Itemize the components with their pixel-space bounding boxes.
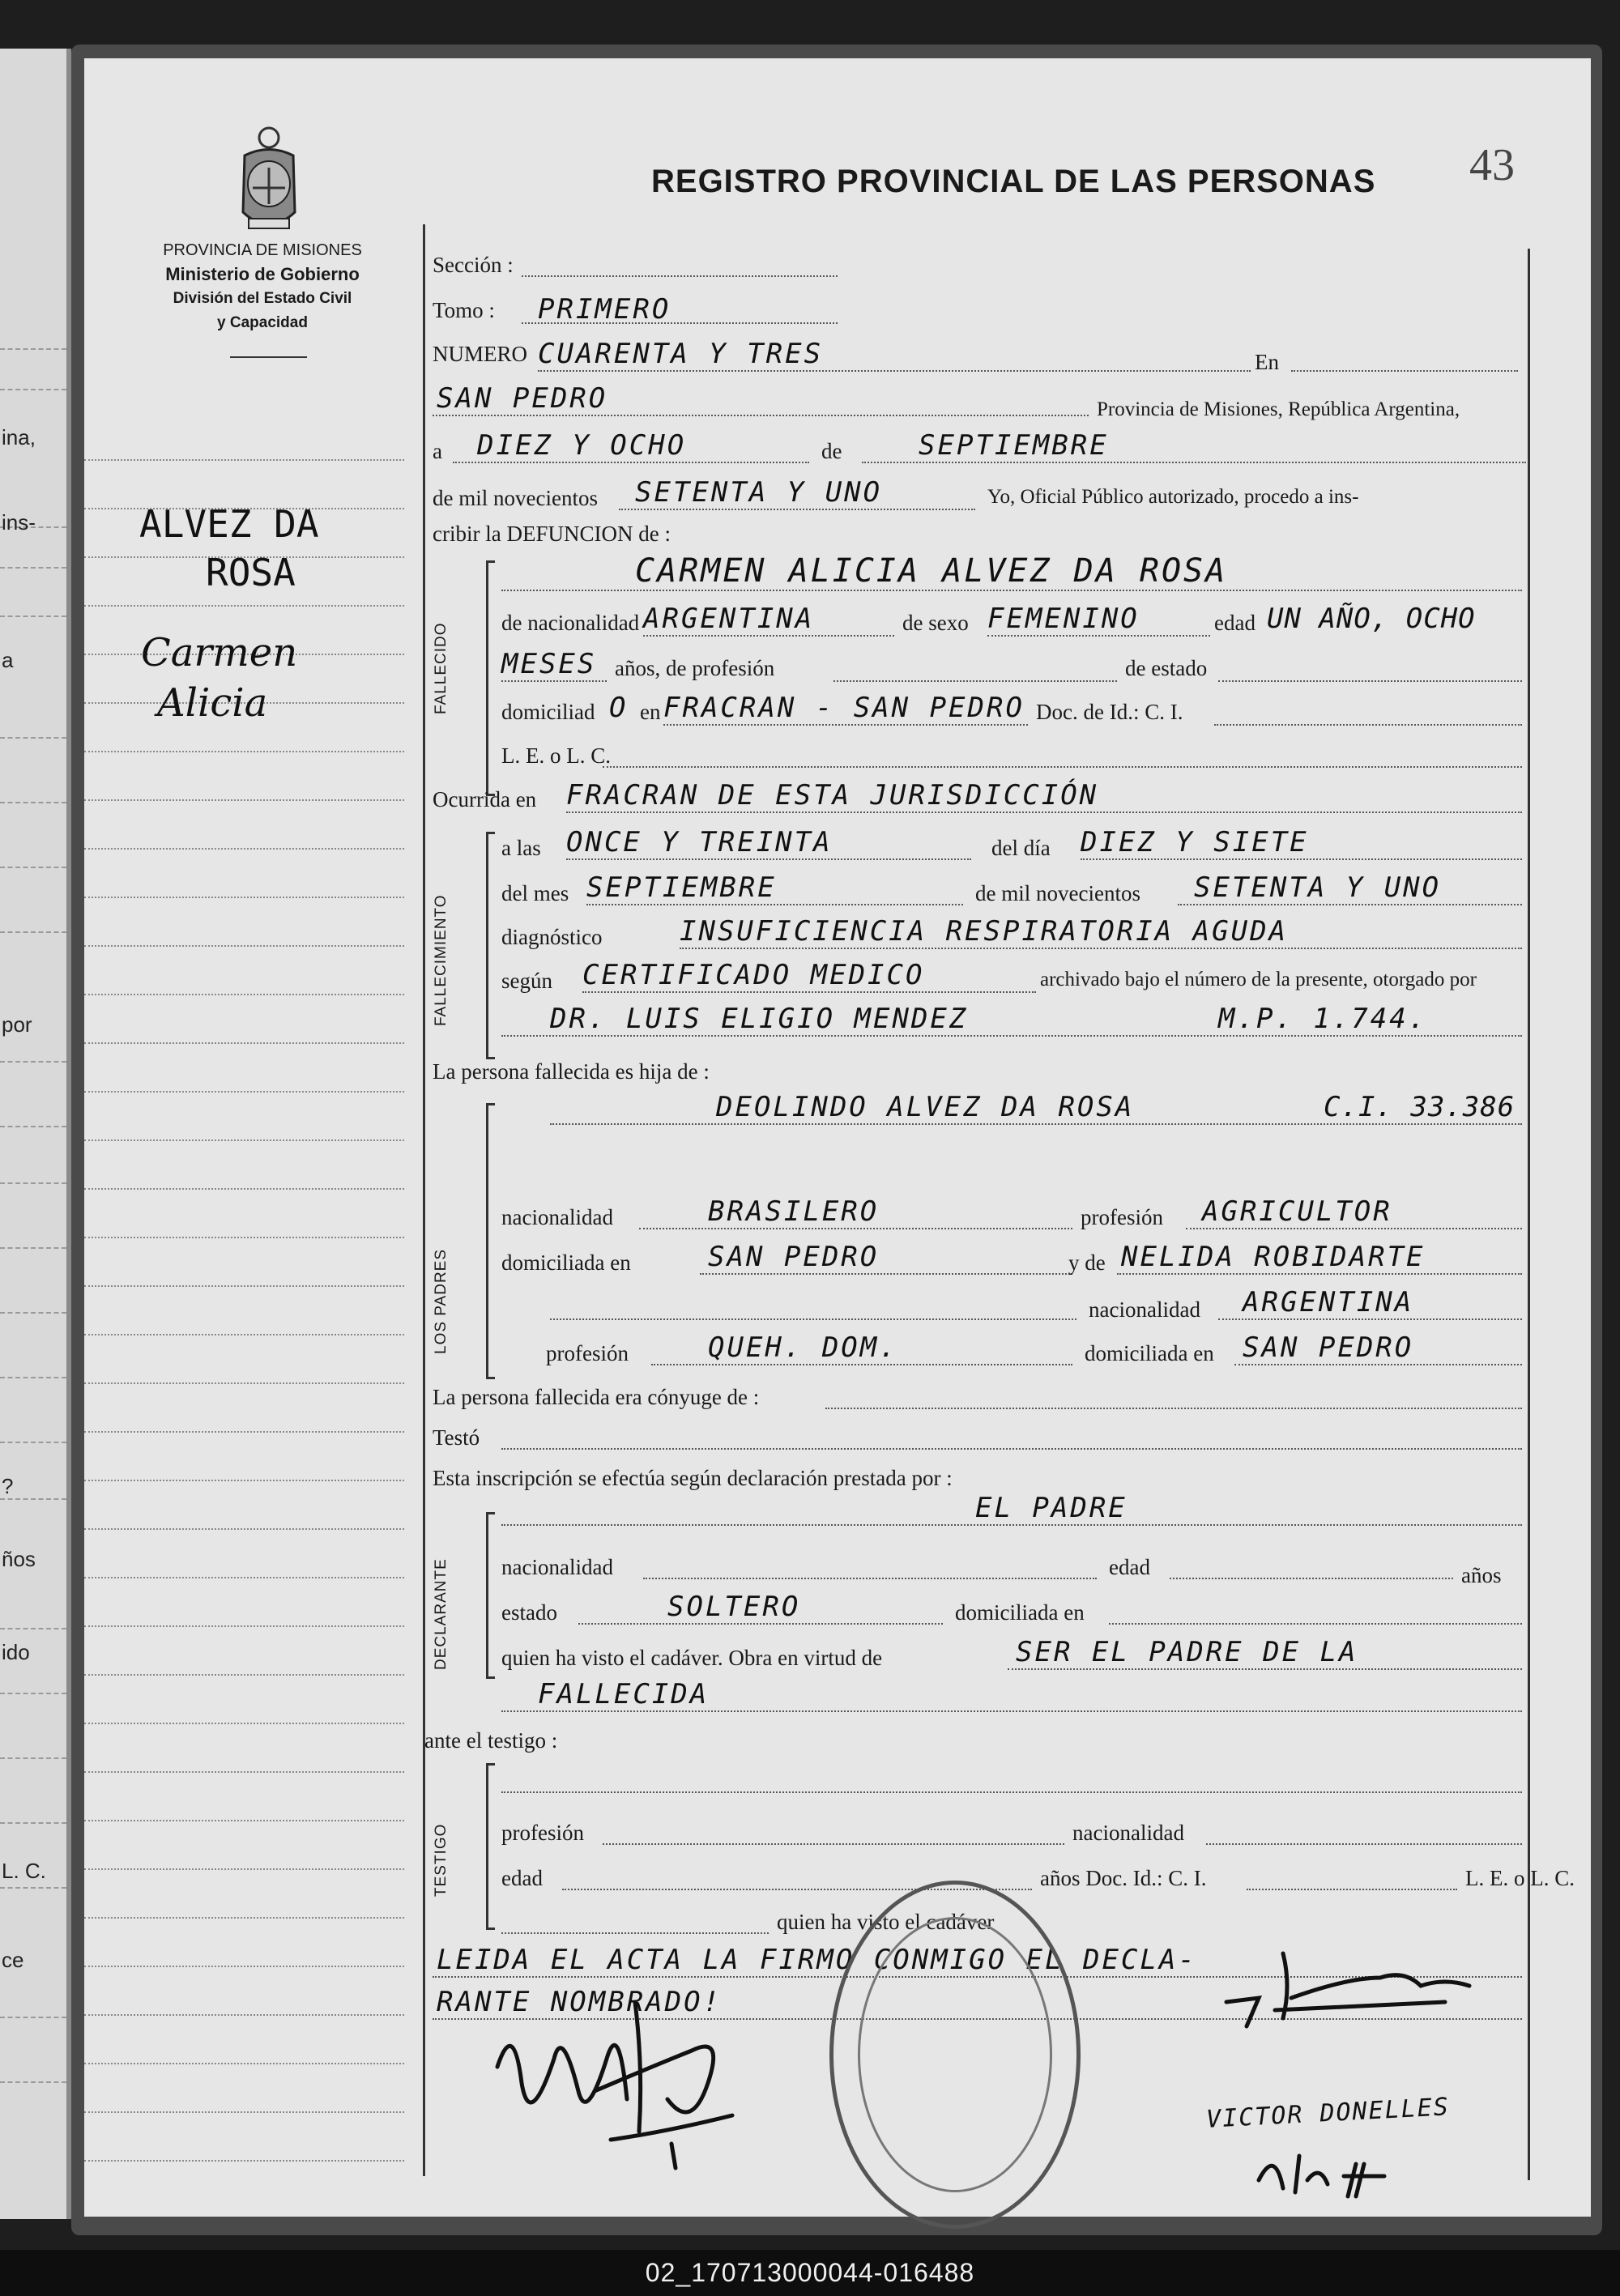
margin-given-name-cont: Alicia: [157, 680, 268, 726]
declarante-virtud-cont: FALLECIDA: [538, 1678, 710, 1710]
madre-nac-line: [1218, 1318, 1522, 1320]
closing-line-1: LEIDA EL ACTA LA FIRMO CONMIGO EL DECLA-: [437, 1944, 1197, 1976]
declarante-dom-label: domiciliada en: [955, 1600, 1085, 1625]
fallecido-section-label: FALLECIDO: [433, 622, 450, 714]
madre-dom-line: [1234, 1364, 1522, 1365]
declarante-edad-line: [1170, 1578, 1453, 1579]
fallecido-name-line: [501, 590, 1522, 591]
sexo-value: FEMENINO: [987, 603, 1140, 635]
edad-label: edad: [1214, 611, 1256, 635]
tomo-label: Tomo :: [433, 298, 495, 322]
ano-line: [1178, 904, 1522, 905]
padre-nac-line: [639, 1228, 1072, 1229]
issuing-office: [100, 238, 424, 335]
declarante-section-label: DECLARANTE: [433, 1558, 450, 1670]
ano-value: SETENTA Y UNO: [1194, 871, 1442, 904]
diagnostico-label: diagnóstico: [501, 925, 603, 949]
ocurrida-line: [566, 811, 1522, 813]
madre-nac-label: nacionalidad: [1089, 1297, 1200, 1322]
padre-name: DEOLINDO ALVEZ DA ROSA: [716, 1091, 1135, 1123]
image-code: 02_170713000044-016488: [645, 2258, 975, 2287]
prev-page-fragment: por: [2, 1012, 32, 1037]
en-label: En: [1255, 350, 1279, 374]
month-value: SEPTIEMBRE: [919, 429, 1109, 462]
declarante-nac-line: [643, 1578, 1097, 1579]
declarante-nac-label: nacionalidad: [501, 1555, 613, 1579]
madre-extra-line: [550, 1318, 1076, 1320]
declarant-signature: [465, 1970, 773, 2180]
ocurrida-value: FRACRAN DE ESTA JURISDICCIÓN: [566, 779, 1099, 811]
en-line: [1291, 370, 1518, 372]
madre-dom-label: domiciliada en: [1085, 1341, 1214, 1365]
declarante-virtud-value: SER EL PADRE DE LA: [1016, 1636, 1358, 1668]
hija-label: La persona fallecida es hija de :: [433, 1059, 710, 1084]
sexo-label: de sexo: [902, 611, 969, 635]
padres-section-label: LOS PADRES: [433, 1248, 450, 1354]
image-footer: [0, 2250, 1620, 2296]
edad-value: UN AÑO, OCHO: [1267, 603, 1476, 635]
testigo-prof-label: profesión: [501, 1821, 584, 1845]
province-label: Provincia de Misiones, República Argentina,: [1097, 398, 1460, 420]
oficial-label: Yo, Oficial Público autorizado, procedo a ins-: [987, 486, 1359, 508]
numero-label: NUMERO: [433, 342, 528, 366]
edad-cont-line: [501, 680, 607, 682]
testo-line: [501, 1448, 1522, 1450]
divider: [230, 356, 307, 358]
mil2-label: de mil novecientos: [975, 881, 1140, 905]
diagnostico-line: [680, 948, 1522, 949]
testigo-bracket: [486, 1763, 495, 1930]
madre-prof-value: QUEH. DOM.: [708, 1331, 898, 1364]
declarante-anos-label: años: [1461, 1563, 1502, 1587]
day-line: [453, 462, 809, 463]
le-line: [603, 766, 1522, 768]
testigo-le-label: L. E. o L. C.: [1465, 1866, 1575, 1890]
testigo-visto-label: quien ha visto el cadáver: [777, 1910, 995, 1934]
declarante-virtud-cont-line: [501, 1710, 1522, 1712]
hora-value: ONCE Y TREINTA: [566, 826, 833, 858]
closing-line-2: RANTE NOMBRADO!: [437, 1986, 723, 2018]
tomo-value: PRIMERO: [538, 293, 671, 326]
domicilio-value: FRACRAN - SAN PEDRO: [663, 692, 1025, 724]
nacionalidad-value: ARGENTINA: [643, 603, 815, 635]
month-line: [862, 462, 1526, 463]
madre-name: NELIDA ROBIDARTE: [1121, 1241, 1426, 1273]
madre-line: [1117, 1273, 1522, 1275]
testigo-nac-label: nacionalidad: [1072, 1821, 1184, 1845]
conyuge-line: [825, 1408, 1522, 1409]
dia-value: DIEZ Y SIETE: [1081, 826, 1309, 858]
dia-label: del día: [991, 836, 1051, 860]
ministry-name: Ministerio de Gobierno: [165, 264, 360, 284]
division-name: División del Estado Civil: [173, 290, 352, 307]
fallecimiento-bracket: [486, 832, 495, 1059]
madre-dom-value: SAN PEDRO: [1243, 1331, 1414, 1364]
ocurrida-label: Ocurrida en: [433, 787, 537, 811]
seccion-line: [522, 275, 838, 277]
padre-prof-label: profesión: [1081, 1205, 1163, 1229]
yde-label: y de: [1068, 1250, 1106, 1275]
prev-page-fragment: ?: [2, 1474, 14, 1498]
year-line: [619, 509, 975, 510]
mes-line: [586, 904, 963, 905]
day-value: DIEZ Y OCHO: [477, 429, 687, 462]
estado-label: de estado: [1125, 656, 1208, 680]
document-page: [84, 58, 1591, 2217]
prev-page-fragment: a: [2, 648, 14, 672]
madre-prof-label: profesión: [546, 1341, 629, 1365]
testigo-nac-line: [1206, 1843, 1522, 1845]
hora-line: [566, 858, 971, 860]
dia-line: [1081, 858, 1522, 860]
official-signature: [1202, 1921, 1510, 2075]
declarante-name: EL PADRE: [975, 1492, 1128, 1524]
padre-nac-value: BRASILERO: [708, 1195, 880, 1228]
provincial-crest-icon: [228, 123, 309, 241]
profesion-line: [833, 680, 1117, 682]
padre-dom-value: SAN PEDRO: [708, 1241, 880, 1273]
sexo-line: [987, 635, 1210, 637]
fallecido-bracket: [486, 560, 495, 796]
numero-line: [538, 370, 1251, 372]
domicilio-en-label: en: [640, 700, 661, 724]
fallecido-name: CARMEN ALICIA ALVEZ DA ROSA: [635, 552, 1228, 590]
year-value: SETENTA Y UNO: [635, 476, 883, 509]
declarante-edad-label: edad: [1109, 1555, 1150, 1579]
de-label: de: [821, 439, 842, 463]
nacionalidad-line: [643, 635, 894, 637]
prev-page-fragment: ños: [2, 1547, 36, 1571]
segun-label: según: [501, 969, 552, 993]
tomo-line: [522, 322, 838, 324]
testigo-prof-line: [603, 1843, 1064, 1845]
estado-line: [1218, 680, 1522, 682]
madre-nac-value: ARGENTINA: [1243, 1286, 1414, 1318]
nacionalidad-label: de nacionalidad: [501, 611, 640, 635]
padres-bracket: [486, 1103, 495, 1379]
anos-label: años, de profesión: [615, 656, 775, 680]
division-name-cont: y Capacidad: [217, 314, 308, 331]
declarante-name-line: [501, 1524, 1522, 1526]
page-number: 43: [1469, 140, 1515, 190]
testigo-visto-line: [501, 1932, 769, 1934]
madre-prof-line: [651, 1364, 1072, 1365]
previous-page-edge: [0, 49, 71, 2219]
padre-dom-line: [700, 1273, 1072, 1275]
prev-page-fragment: ce: [2, 1948, 24, 1972]
mes-value: SEPTIEMBRE: [586, 871, 777, 904]
declarante-visto-label: quien ha visto el cadáver. Obra en virtud de: [501, 1646, 883, 1670]
fallecimiento-section-label: FALLECIMIENTO: [433, 894, 450, 1026]
testigo-doc-line: [1247, 1889, 1457, 1890]
mil-label: de mil novecientos: [433, 486, 598, 510]
official-name: VICTOR DONELLES: [1205, 2093, 1451, 2134]
padre-nac-label: nacionalidad: [501, 1205, 613, 1229]
province-name: PROVINCIA DE MISIONES: [163, 241, 362, 259]
matricula-value: M.P. 1.744.: [1218, 1003, 1428, 1035]
padre-prof-value: AGRICULTOR: [1202, 1195, 1392, 1228]
declarante-bracket: [486, 1512, 495, 1679]
medico-line: [501, 1035, 1522, 1037]
padre-line: [550, 1123, 1522, 1125]
prev-page-fragment: ins-: [2, 510, 36, 535]
a-label: a: [433, 439, 442, 463]
left-rule: [423, 224, 425, 2176]
testigo-edad-label: edad: [501, 1866, 543, 1890]
seccion-label: Sección :: [433, 253, 514, 277]
doc-line: [1214, 724, 1522, 726]
declarante-estado-value: SOLTERO: [667, 1591, 801, 1623]
margin-surname: ALVEZ DA: [139, 502, 319, 546]
conyuge-label: La persona fallecida era cónyuge de :: [433, 1385, 760, 1409]
declarante-dom-line: [1109, 1623, 1522, 1625]
testigo-name-line: [501, 1791, 1522, 1793]
padre-prof-line: [1186, 1228, 1522, 1229]
official-seal: [829, 1881, 1081, 2229]
archivado-label: archivado bajo el número de la presente, otorgado por: [1040, 969, 1477, 990]
margin-given-name: Carmen: [141, 630, 298, 675]
alas-label: a las: [501, 836, 541, 860]
prev-page-fragment: ido: [2, 1640, 30, 1664]
margin-surname-cont: ROSA: [206, 551, 296, 594]
padre-dom-label: domiciliada en: [501, 1250, 631, 1275]
diagnostico-value: INSUFICIENCIA RESPIRATORIA AGUDA: [680, 915, 1289, 948]
declarante-estado-line: [578, 1623, 943, 1625]
domiciliado-suffix: O: [609, 692, 629, 724]
testigo-ante-label: ante el testigo :: [424, 1728, 558, 1753]
place-value: SAN PEDRO: [437, 382, 608, 415]
declarante-virtud-line: [1008, 1668, 1522, 1670]
inscripcion-label: Esta inscripción se efectúa según declaración prestada por :: [433, 1466, 953, 1490]
doc-label: Doc. de Id.: C. I.: [1036, 700, 1183, 724]
declarante-estado-label: estado: [501, 1600, 557, 1625]
le-label: L. E. o L. C.: [501, 743, 611, 768]
medico-value: DR. LUIS ELIGIO MENDEZ: [550, 1003, 969, 1035]
numero-value: CUARENTA Y TRES: [538, 338, 824, 370]
domiciliado-label: domiciliad: [501, 700, 595, 724]
segun-value: CERTIFICADO MEDICO: [582, 959, 925, 991]
prev-page-fragment: ina,: [2, 425, 36, 449]
testigo-doc-label: años Doc. Id.: C. I.: [1040, 1866, 1207, 1890]
testo-label: Testó: [433, 1425, 480, 1450]
testigo-section-label: TESTIGO: [433, 1823, 450, 1897]
segun-line: [582, 991, 1036, 993]
padre-ci: C.I. 33.386: [1324, 1091, 1516, 1123]
official-initials: [1243, 2132, 1429, 2204]
edad-value-cont: MESES: [501, 648, 597, 680]
domicilio-line: [663, 724, 1028, 726]
inscribir-label: cribir la DEFUNCION de :: [433, 522, 671, 546]
mes-label: del mes: [501, 881, 569, 905]
prev-page-fragment: L. C.: [2, 1859, 46, 1883]
place-line: [433, 415, 1089, 416]
page-title: REGISTRO PROVINCIAL DE LAS PERSONAS: [651, 164, 1376, 199]
